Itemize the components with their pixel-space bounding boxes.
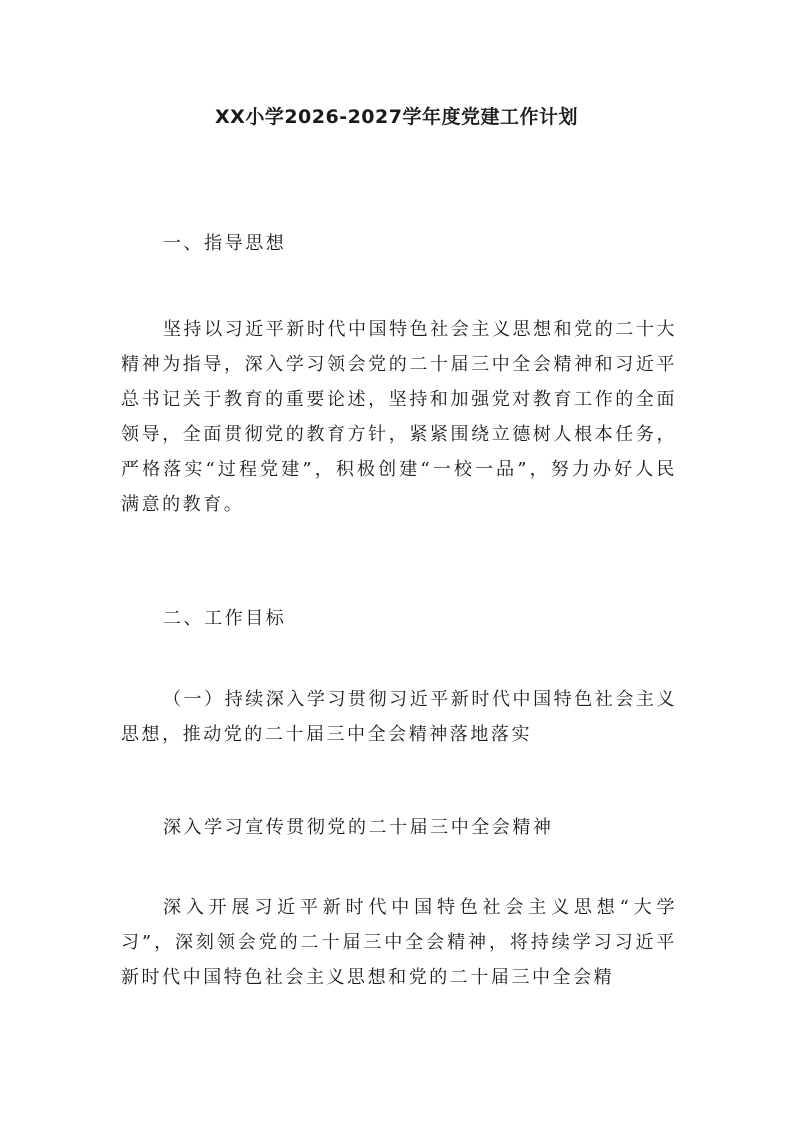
subheading-study-plenum: 深入学习宣传贯彻党的二十届三中全会精神 [163, 817, 554, 838]
paragraph-guiding-ideology: 坚持以习近平新时代中国特色社会主义思想和党的二十大精神为指导，深入学习领会党的二十届三中全会精神和习近平总书记关于教育的重要论述，坚持和加强党对教育工作的全面领导，全面贯彻党的教育方针，紧紧围绕立德树人根本任务，严格落实“过程党建”，积极创建“一校一品”，努力办好人民满意的教育。 [121, 319, 677, 515]
section-heading-guiding-ideology: 一、指导思想 [163, 233, 287, 254]
section-heading-work-goals: 二、工作目标 [163, 608, 287, 629]
subheading-goal-one: （一）持续深入学习贯彻习近平新时代中国特色社会主义思想，推动党的二十届三中全会精神落地落实 [121, 689, 677, 745]
paragraph-study-thought: 深入开展习近平新时代中国特色社会主义思想“大学习”，深刻领会党的二十届三中全会精神，将持续学习习近平新时代中国特色社会主义思想和党的二十届三中全会精 [121, 897, 677, 988]
document-title: XX小学2026-2027学年度党建工作计划 [215, 106, 578, 128]
